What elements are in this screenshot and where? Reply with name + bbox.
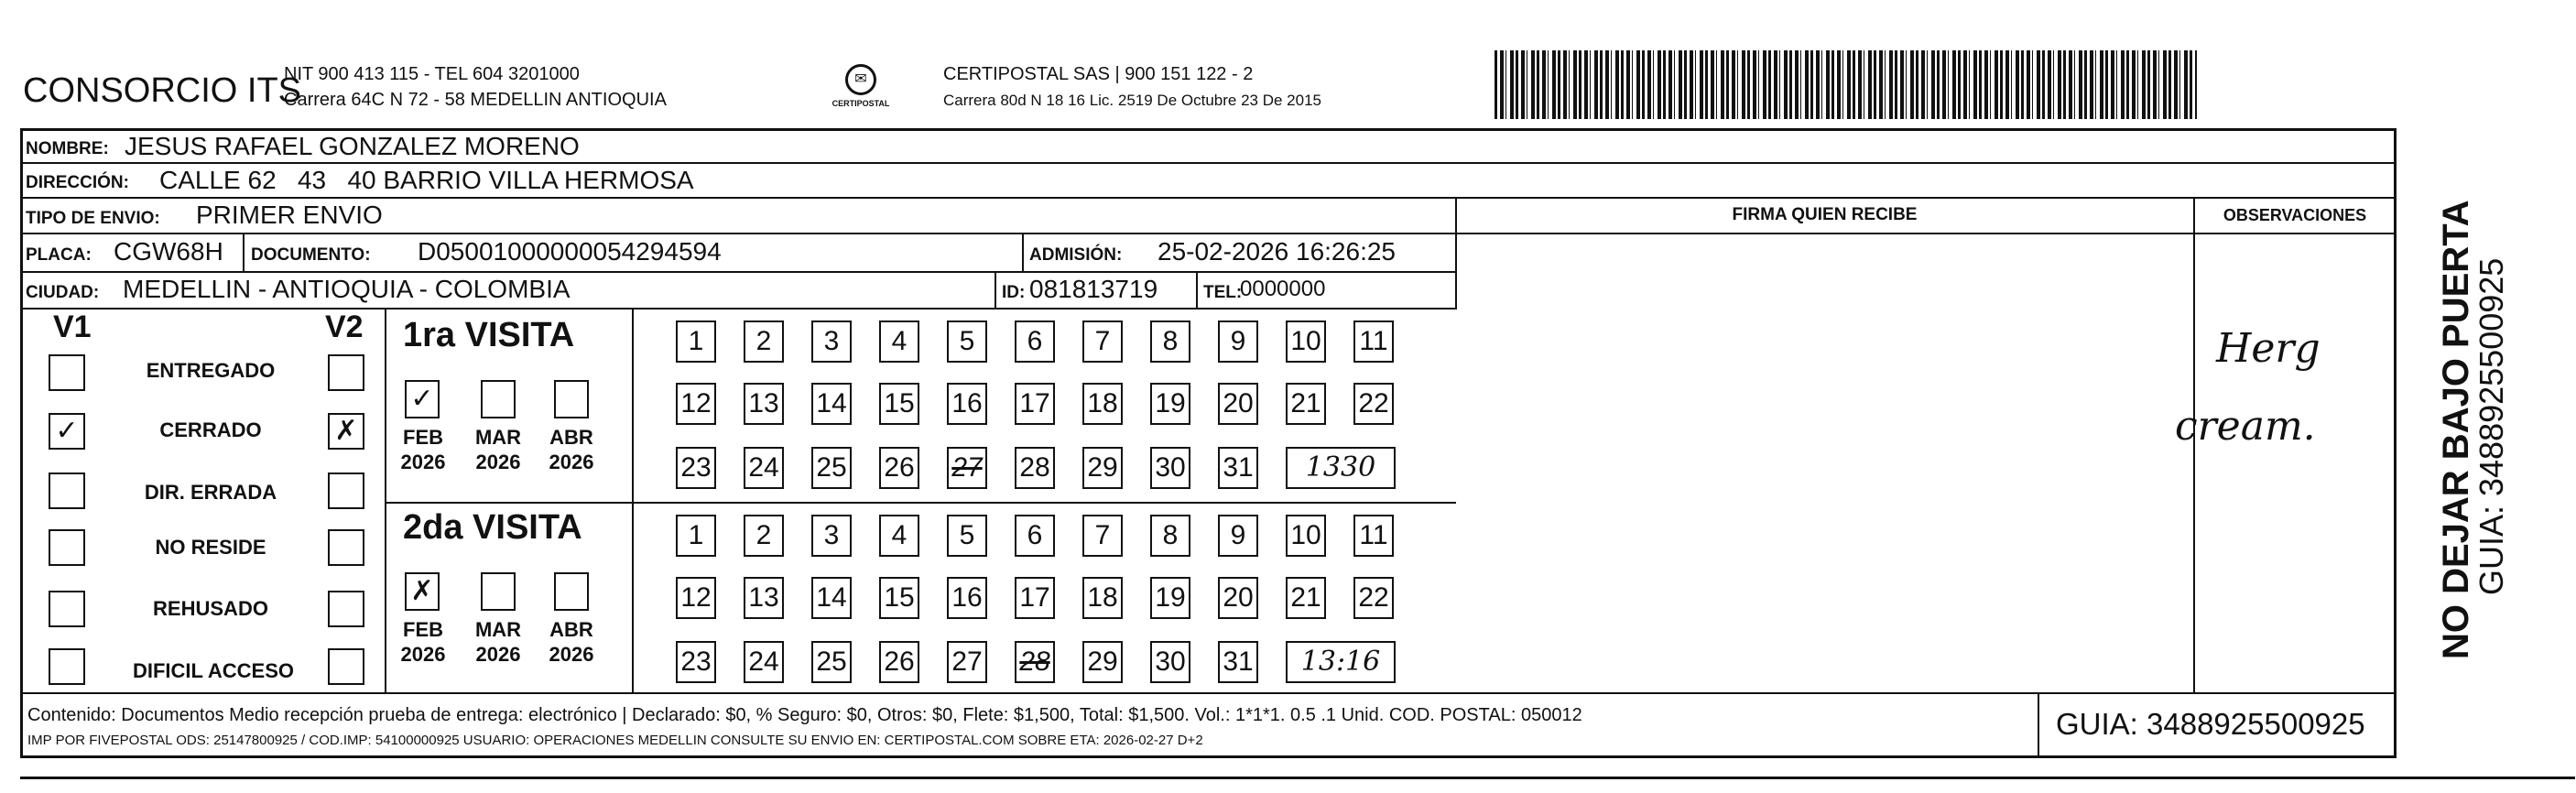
visit-1-month-abr: ABR [549,426,593,449]
visit-2-day-31[interactable]: 31 [1218,641,1258,683]
visit-2-day-3[interactable]: 3 [811,515,852,557]
visit-1-day-15[interactable]: 15 [879,383,919,425]
visit-1-year-abr: 2026 [549,451,594,473]
visit-2-day-9[interactable]: 9 [1218,515,1258,557]
status-rehusado: REHUSADO [153,597,268,620]
status-no-reside: NO RESIDE [155,536,266,559]
ciudad-value: MEDELLIN - ANTIOQUIA - COLOMBIA [123,275,571,303]
visit-2-day-10[interactable]: 10 [1286,515,1326,557]
visit-1-day-7[interactable]: 7 [1082,320,1123,363]
visit-1-time[interactable]: 1330 [1286,447,1396,489]
visit-divider [632,310,634,692]
visit-1-day-9[interactable]: 9 [1218,320,1258,363]
visit-1-month-feb: FEB [403,426,443,449]
nombre-row: NOMBRE: JESUS RAFAEL GONZALEZ MORENO [22,131,2395,164]
v2-checkbox-no-reside[interactable] [328,529,364,566]
status-divider [385,310,386,692]
v2-checkbox-dificil-acceso[interactable] [328,648,364,685]
visit-1-day-25[interactable]: 25 [811,447,852,489]
v1-checkbox-dir-errada[interactable] [49,473,85,509]
direccion-value: CALLE 62 43 40 BARRIO VILLA HERMOSA [159,166,694,194]
visit-1-day-29[interactable]: 29 [1082,447,1123,489]
v1-checkbox-cerrado[interactable]: ✓ [49,413,85,450]
visit-1-month-mar: MAR [474,426,522,449]
ciudad-row: CIUDAD: MEDELLIN - ANTIOQUIA - COLOMBIA ID: 081813719 TEL: 0000000 [22,273,1457,310]
bottom-rule [20,777,2575,779]
carrier-address: Carrera 80d N 18 16 Lic. 2519 De Octubre 23 De 2015 [943,92,1321,109]
v2-checkbox-dir-errada[interactable] [328,473,364,509]
visit-row-divider [386,502,1456,504]
observaciones-header: OBSERVACIONES [2195,198,2395,234]
visit-2-day-7[interactable]: 7 [1082,515,1123,557]
v1-checkbox-rehusado[interactable] [49,591,85,627]
envelope-icon: ✉ [845,64,876,95]
visit-2-day-2[interactable]: 2 [744,515,784,557]
visit-1-day-8[interactable]: 8 [1150,320,1190,363]
visit-1-day-2[interactable]: 2 [744,320,784,363]
visit-1-year-feb: 2026 [400,451,446,473]
visit-2-day-grid [676,515,1427,689]
visit-2-month-feb: FEB [403,618,443,641]
visit-2-day-21[interactable]: 21 [1286,577,1326,619]
visit-1-day-19[interactable]: 19 [1150,383,1190,425]
visit-2-day-14[interactable]: 14 [811,577,852,619]
placa-row: PLACA: CGW68H DOCUMENTO: D05001000000054294594 ADMISIÓN: 25-02-2026 16:26:25 [22,234,1457,273]
visit-1-day-22[interactable]: 22 [1353,383,1394,425]
visit-1-day-24[interactable]: 24 [744,447,784,489]
visit-2-month-abr-box[interactable] [554,572,589,611]
nombre-value: JESUS RAFAEL GONZALEZ MORENO [125,132,580,160]
footer-guia-divider [2038,694,2039,756]
visit-1-day-27[interactable]: 27 [947,447,987,489]
visit-2-year-feb: 2026 [400,643,446,666]
visit-2-time[interactable]: 13:16 [1286,641,1396,683]
v1-label: V1 [53,310,92,344]
visit-2-day-8[interactable]: 8 [1150,515,1190,557]
company-address: Carrera 64C N 72 - 58 MEDELLIN ANTIOQUIA [284,90,667,110]
observaciones-note-1: Herg [2216,325,2321,372]
visit-1-day-11[interactable]: 11 [1353,320,1394,363]
visit-2-day-28[interactable]: 28 [1015,641,1055,683]
barcode [1495,50,2197,119]
visit-2-day-19[interactable]: 19 [1150,577,1190,619]
firma-header: FIRMA QUIEN RECIBE [1456,198,2195,234]
visit-2-day-27[interactable]: 27 [947,641,987,683]
visit-2-day-20[interactable]: 20 [1218,577,1258,619]
visit-2-day-24[interactable]: 24 [744,641,784,683]
certipostal-logo: ✉ CERTIPOSTAL [829,64,893,119]
footer-guia: GUIA: 3488925500925 [2056,707,2365,741]
visit-2-day-18[interactable]: 18 [1082,577,1123,619]
v2-label: V2 [325,310,364,344]
visit-1-day-20[interactable]: 20 [1218,383,1258,425]
v1-checkbox-dificil-acceso[interactable] [49,648,85,685]
visit-2-day-15[interactable]: 15 [879,577,919,619]
visit-1-day-1[interactable]: 1 [676,320,716,363]
company-name: CONSORCIO ITS [23,71,302,110]
id-value: 081813719 [1029,275,1158,303]
documento-value: D05001000000054294594 [418,237,722,266]
visit-1-day-21[interactable]: 21 [1286,383,1326,425]
visit-1-month-feb-box[interactable]: ✓ [405,380,440,418]
visit-2-day-12[interactable]: 12 [676,577,716,619]
status-dir-errada: DIR. ERRADA [144,481,277,504]
tel-value: 0000000 [1240,277,1326,301]
visit-2-year-abr: 2026 [549,643,594,666]
visit-2-day-29[interactable]: 29 [1082,641,1123,683]
v2-checkbox-rehusado[interactable] [328,591,364,627]
visit-2-day-6[interactable]: 6 [1015,515,1055,557]
visit-1-day-12[interactable]: 12 [676,383,716,425]
side-no-dejar: NO DEJAR BAJO PUERTA [2436,200,2476,659]
visit-2-day-4[interactable]: 4 [879,515,919,557]
visit-1-day-23[interactable]: 23 [676,447,716,489]
visit-1-day-13[interactable]: 13 [744,383,784,425]
placa-value: CGW68H [114,237,223,266]
visit-2-day-23[interactable]: 23 [676,641,716,683]
status-cerrado: CERRADO [159,418,262,441]
observaciones-note-2: cream. [2175,403,2316,450]
visit-1-day-4[interactable]: 4 [879,320,919,363]
status-dificil-acceso: DIFICIL ACCESO [132,659,294,682]
carrier-info: CERTIPOSTAL SAS | 900 151 122 - 2 [943,64,1254,84]
visit-1-day-31[interactable]: 31 [1218,447,1258,489]
admision-value: 25-02-2026 16:26:25 [1158,237,1396,266]
visit-2-month-feb-box[interactable]: ✗ [405,572,440,611]
footer-contents: Contenido: Documentos Medio recepción prueba de entrega: electrónico | Declarado: $0, % Seguro: $0, Otros: $0, Flete: $1,500, Total: $1,500. Vol.: 1*1*1. 0.5 .1 Unid. COD. POSTAL: 050012 [27,705,1582,725]
visit-2-month-mar: MAR [474,618,522,641]
tipo-row: TIPO DE ENVIO: PRIMER ENVIO [22,198,1457,234]
visit-1-day-10[interactable]: 10 [1286,320,1326,363]
visit-1-day-6[interactable]: 6 [1015,320,1055,363]
footer-imp-info: IMP POR FIVEPOSTAL ODS: 25147800925 / COD.IMP: 54100000925 USUARIO: OPERACIONES MEDELLIN CONSULTE SU ENVIO EN: CERTIPOSTAL.COM SOBRE ETA: 2026-02-27 D+2 [27,733,1203,748]
visit-1-day-28[interactable]: 28 [1015,447,1055,489]
visit-1-day-30[interactable]: 30 [1150,447,1190,489]
visit-2-day-13[interactable]: 13 [744,577,784,619]
visit-1-day-14[interactable]: 14 [811,383,852,425]
visit-1-day-18[interactable]: 18 [1082,383,1123,425]
visit-1-day-26[interactable]: 26 [879,447,919,489]
firma-area[interactable] [1456,234,2195,692]
visit-1-month-abr-box[interactable] [554,380,589,418]
direccion-row: DIRECCIÓN: CALLE 62 43 40 BARRIO VILLA HERMOSA [22,163,2395,199]
visit-1-day-17[interactable]: 17 [1015,383,1055,425]
tipo-value: PRIMER ENVIO [196,201,383,229]
v1-checkbox-entregado[interactable] [49,354,85,391]
v2-checkbox-entregado[interactable] [328,354,364,391]
visit-2-year-mar: 2026 [475,643,521,666]
visit-1-year-mar: 2026 [475,451,521,473]
visit-1-day-16[interactable]: 16 [947,383,987,425]
visit-1-month-mar-box[interactable] [481,380,516,418]
status-entregado: ENTREGADO [146,359,276,382]
visit-1-day-5[interactable]: 5 [947,320,987,363]
visit-2-day-26[interactable]: 26 [879,641,919,683]
visit-1-day-grid [676,320,1427,494]
visit-2-day-30[interactable]: 30 [1150,641,1190,683]
visit-1-title: 1ra VISITA [403,316,575,354]
visit-2-month-abr: ABR [549,618,593,641]
visit-2-day-25[interactable]: 25 [811,641,852,683]
company-nit: NIT 900 413 115 - TEL 604 3201000 [284,64,580,84]
v1-checkbox-no-reside[interactable] [49,529,85,566]
side-guia: GUIA: 3488925500925 [2473,257,2510,595]
visit-2-day-11[interactable]: 11 [1353,515,1394,557]
visit-2-day-22[interactable]: 22 [1353,577,1394,619]
visit-2-title: 2da VISITA [403,508,582,547]
visit-2-day-17[interactable]: 17 [1015,577,1055,619]
visit-2-day-5[interactable]: 5 [947,515,987,557]
visit-2-month-mar-box[interactable] [481,572,516,611]
visit-1-day-3[interactable]: 3 [811,320,852,363]
visit-2-day-1[interactable]: 1 [676,515,716,557]
v2-checkbox-cerrado[interactable]: ✗ [328,413,364,450]
visit-2-day-16[interactable]: 16 [947,577,987,619]
